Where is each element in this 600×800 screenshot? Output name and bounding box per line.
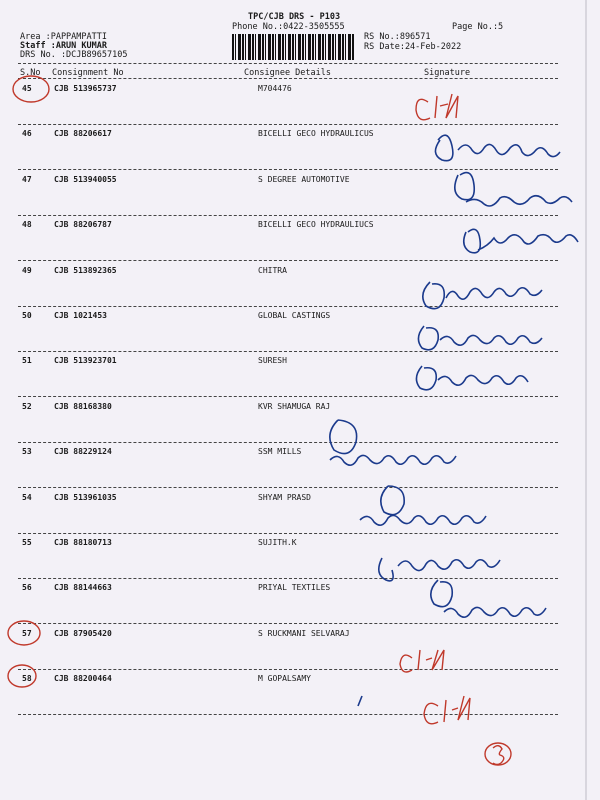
row-consignment-number: CJB 513892365 (54, 266, 117, 275)
cn-note-2 (400, 650, 444, 672)
col-consignee: Consignee Details (244, 68, 331, 78)
row-consignee-name: SHYAM PRASD (258, 493, 311, 502)
col-signature: Signature (424, 68, 471, 78)
row-consignment-number: CJB 88229124 (54, 447, 112, 456)
row-consignment-number: CJB 87905420 (54, 629, 112, 638)
signature-47 (455, 173, 572, 206)
signature-56 (431, 580, 546, 617)
circle-mark-57 (8, 621, 40, 645)
signature-53 (330, 420, 456, 465)
row-consignment-number: CJB 88206617 (54, 129, 112, 138)
row-consignee-name: SSM MILLS (258, 447, 302, 456)
row-serial-number: 48 (22, 220, 32, 229)
cn-note-3 (424, 696, 470, 724)
doc-title: TPC/CJB DRS - P103 (248, 12, 341, 22)
signature-46 (435, 135, 560, 161)
row-consignee-name: SUJITH.K (258, 538, 297, 547)
cn-note-1 (416, 94, 458, 120)
signature-48 (464, 229, 578, 252)
phone-number: Phone No.:0422-3505555 (232, 22, 345, 32)
ink-tick (358, 696, 362, 706)
drs-number: DRS No. :DCJB89657105 (20, 50, 128, 60)
circle-mark-58 (8, 665, 36, 687)
row-serial-number: 56 (22, 583, 32, 592)
row-serial-number: 51 (22, 356, 32, 365)
row-consignee-name: M GOPALSAMY (258, 674, 311, 683)
red-markings (8, 76, 511, 765)
row-consignment-number: CJB 88180713 (54, 538, 112, 547)
row-serial-number: 50 (22, 311, 32, 320)
row-serial-number: 53 (22, 447, 32, 456)
rs-number: RS No.:896571 (364, 32, 431, 42)
row-consignee-name: GLOBAL CASTINGS (258, 311, 331, 320)
row-consignee-name: CHITRA (258, 266, 287, 275)
col-consignment: Consignment No (52, 68, 124, 78)
signature-51 (416, 366, 528, 390)
row-serial-number: 47 (22, 175, 32, 184)
rs-date: RS Date:24-Feb-2022 (364, 42, 462, 52)
row-serial-number: 45 (22, 84, 32, 93)
blue-signatures (330, 135, 578, 706)
row-consignment-number: CJB 1021453 (54, 311, 107, 320)
staff: Staff :ARUN KUMAR (20, 41, 107, 51)
row-serial-number: 49 (22, 266, 32, 275)
row-serial-number: 55 (22, 538, 32, 547)
row-consignee-name: BICELLI GECO HYDRAULICUS (258, 129, 374, 138)
row-consignee-name: KVR SHAMUGA RAJ (258, 402, 331, 411)
row-consignment-number: CJB 88168380 (54, 402, 112, 411)
circle-digit-3 (493, 746, 504, 765)
row-consignment-number: CJB 88144663 (54, 583, 112, 592)
area: Area :PAPPAMPATTI (20, 32, 107, 42)
row-consignee-name: S DEGREE AUTOMOTIVE (258, 175, 350, 184)
page-number: Page No.:5 (452, 22, 504, 32)
row-consignment-number: CJB 513965737 (54, 84, 117, 93)
row-consignment-number: CJB 513961035 (54, 493, 117, 502)
row-serial-number: 54 (22, 493, 32, 502)
row-consignment-number: CJB 513923701 (54, 356, 117, 365)
row-consignment-number: CJB 88206787 (54, 220, 112, 229)
signature-55 (379, 558, 500, 581)
circle-mark-45 (13, 76, 49, 102)
row-serial-number: 57 (22, 629, 32, 638)
row-consignee-name: PRIYAL TEXTILES (258, 583, 331, 592)
signature-50 (418, 326, 542, 350)
row-consignment-number: CJB 88200464 (54, 674, 112, 683)
row-serial-number: 46 (22, 129, 32, 138)
col-sno: S.No (20, 68, 41, 78)
row-consignee-name: S RUCKMANI SELVARAJ (258, 629, 350, 638)
row-consignee-name: BICELLI GECO HYDRAULIUCS (258, 220, 374, 229)
row-consignment-number: CJB 513940055 (54, 175, 117, 184)
row-consignee-name: SURESH (258, 356, 287, 365)
signature-49 (423, 282, 542, 309)
signature-54 (360, 486, 486, 525)
row-serial-number: 58 (22, 674, 32, 683)
row-serial-number: 52 (22, 402, 32, 411)
row-consignee-name: M704476 (258, 84, 292, 93)
